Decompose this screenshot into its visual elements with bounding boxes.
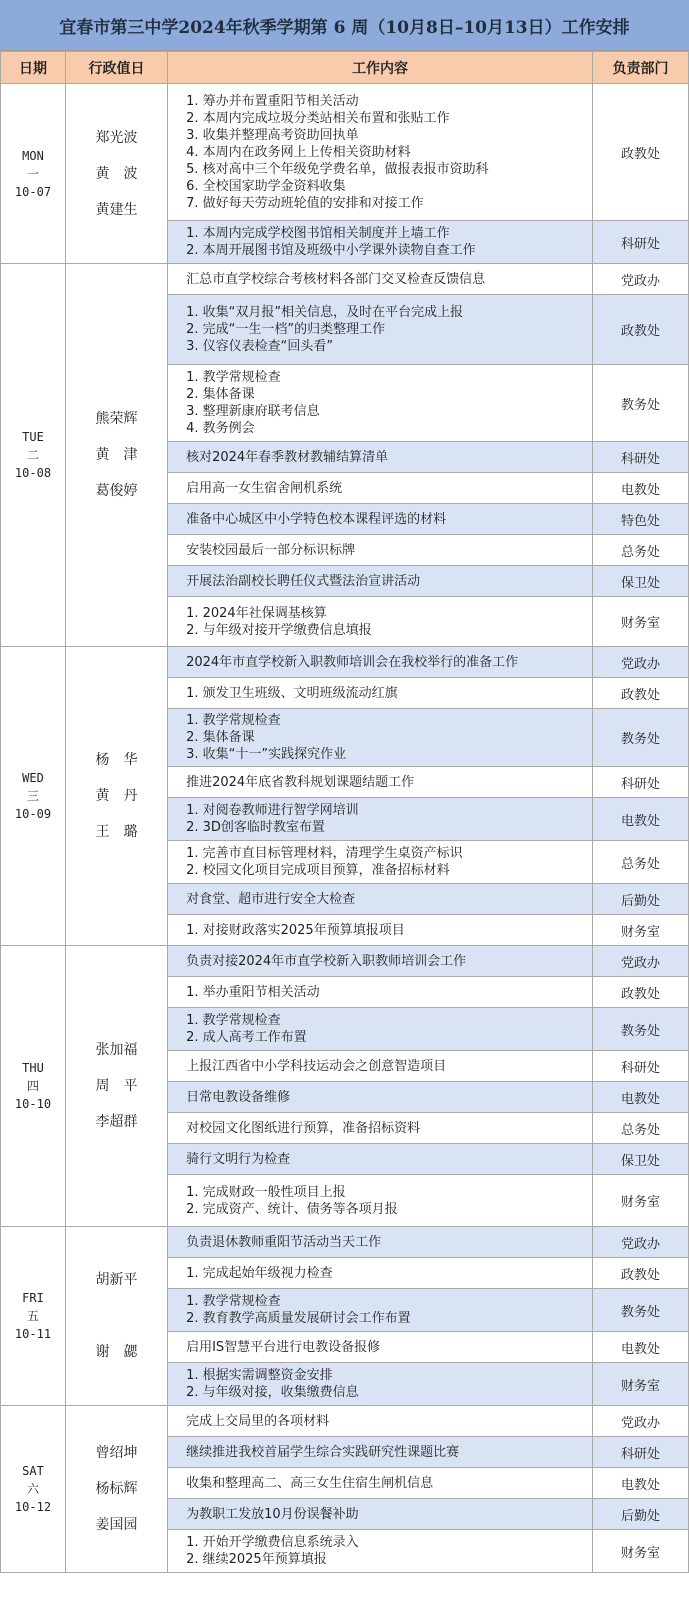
work-item: 1. 根据实需调整资金安排 <box>186 1368 333 1383</box>
work-item: 2. 集体备课 <box>186 730 255 745</box>
responsible-dept: 财务室 <box>593 1530 689 1573</box>
day-en: MON <box>22 148 44 163</box>
responsible-dept: 党政办 <box>593 647 689 678</box>
responsible-dept: 总务处 <box>593 535 689 566</box>
work-item: 1. 教学常规检查 <box>186 1294 281 1309</box>
table-row <box>1 84 689 221</box>
work-item: 负责退休教师重阳节活动当天工作 <box>186 1234 382 1250</box>
work-item: 2. 与年级对接开学缴费信息填报 <box>186 622 372 638</box>
responsible-dept: 电教处 <box>593 798 689 841</box>
work-item: 准备中心城区中小学特色校本课程评选的材料 <box>186 511 447 527</box>
work-item: 2. 3D创客临时教室布置 <box>186 820 325 835</box>
duty-staff-cell <box>65 264 167 647</box>
work-content-cell <box>168 1175 593 1227</box>
header-dept: 负责部门 <box>593 52 689 84</box>
work-item: 启用IS智慧平台进行电教设备报修 <box>186 1339 381 1355</box>
table-row <box>1 647 689 678</box>
responsible-dept: 电教处 <box>593 473 689 504</box>
work-content-cell <box>168 1008 593 1051</box>
duty-staff-name: 郑光波 <box>95 129 138 146</box>
day-date: 10-07 <box>14 184 52 199</box>
work-item: 推进2024年底省教科规划课题结题工作 <box>186 774 415 790</box>
work-content-cell <box>168 597 593 647</box>
work-item: 2. 校园文化项目完成项目预算，准备招标材料 <box>186 863 450 878</box>
duty-staff-name: 杨 华 <box>95 752 138 768</box>
work-item: 2. 教育教学高质量发展研讨会工作布置 <box>186 1311 411 1326</box>
work-item: 2. 与年级对接，收集缴费信息 <box>186 1385 359 1400</box>
day-en: SAT <box>22 1464 44 1478</box>
work-item: 3. 仪容仪表检查“回头看” <box>186 339 334 354</box>
work-content-cell <box>168 1258 593 1289</box>
schedule-table <box>0 51 689 1573</box>
work-content-cell <box>168 647 593 678</box>
day-cn: 二 <box>26 448 39 462</box>
work-item: 开展法治副校长聘任仪式暨法治宣讲活动 <box>186 573 421 589</box>
work-item: 收集和整理高二、高三女生住宿生闸机信息 <box>186 1475 434 1491</box>
work-content-cell <box>168 841 593 884</box>
day-en: THU <box>22 1061 44 1075</box>
work-item: 7. 做好每天劳动班轮值的安排和对接工作 <box>186 195 424 211</box>
day-date: 10-08 <box>14 466 52 480</box>
responsible-dept: 后勤处 <box>593 1499 689 1530</box>
work-item: 6. 全校国家助学金资料收集 <box>186 178 346 194</box>
work-content-cell <box>168 504 593 535</box>
work-item: 2. 本周内完成垃圾分类站相关布置和张贴工作 <box>186 110 450 126</box>
work-content-cell <box>168 1530 593 1573</box>
work-item: 4. 本周内在政务网上上传相关资助材料 <box>186 144 411 160</box>
responsible-dept: 保卫处 <box>593 566 689 597</box>
work-item: 2. 成人高考工作布置 <box>186 1030 307 1045</box>
day-cell <box>1 1227 66 1406</box>
work-item: 1. 教学常规检查 <box>186 370 281 385</box>
day-cell <box>1 1406 66 1573</box>
duty-staff-cell <box>65 946 167 1227</box>
responsible-dept: 科研处 <box>593 767 689 798</box>
responsible-dept: 后勤处 <box>593 884 689 915</box>
header-staff: 行政值日 <box>65 52 167 84</box>
day-cn: 五 <box>26 1309 39 1323</box>
responsible-dept: 电教处 <box>593 1468 689 1499</box>
day-cell <box>1 647 66 946</box>
work-content-cell <box>168 1332 593 1363</box>
table-row <box>1 264 689 295</box>
work-item: 上报江西省中小学科技运动会之创意智造项目 <box>186 1058 447 1074</box>
responsible-dept: 财务室 <box>593 915 689 946</box>
responsible-dept: 政教处 <box>593 84 689 221</box>
responsible-dept: 政教处 <box>593 295 689 365</box>
responsible-dept: 党政办 <box>593 264 689 295</box>
work-content-cell <box>168 1227 593 1258</box>
responsible-dept: 科研处 <box>593 1437 689 1468</box>
responsible-dept: 党政办 <box>593 1406 689 1437</box>
day-date: 10-11 <box>14 1327 52 1341</box>
work-item: 1. 教学常规检查 <box>186 1013 281 1028</box>
work-item: 4. 教务例会 <box>186 421 255 436</box>
work-item: 1. 对接财政落实2025年预算填报项目 <box>186 922 405 938</box>
work-content-cell <box>168 1437 593 1468</box>
responsible-dept: 教务处 <box>593 1289 689 1332</box>
duty-staff-cell <box>65 647 167 946</box>
work-content-cell <box>168 473 593 504</box>
table-row <box>1 946 689 977</box>
work-item: 1. 收集“双月报”相关信息，及时在平台完成上报 <box>186 305 464 320</box>
work-content-cell <box>168 767 593 798</box>
responsible-dept: 总务处 <box>593 841 689 884</box>
work-item: 2. 本周开展图书馆及班级中小学课外读物自查工作 <box>186 243 476 258</box>
day-date: 10-10 <box>14 1097 52 1111</box>
table-row <box>1 1406 689 1437</box>
work-content-cell <box>168 566 593 597</box>
work-item: 日常电教设备维修 <box>186 1089 291 1105</box>
work-content-cell <box>168 1406 593 1437</box>
work-content-cell <box>168 915 593 946</box>
duty-staff-name: 谢 勰 <box>95 1344 138 1360</box>
header-row <box>1 52 689 84</box>
work-content-cell <box>168 1468 593 1499</box>
work-item: 核对2024年春季教材教辅结算清单 <box>186 449 389 465</box>
responsible-dept: 教务处 <box>593 1008 689 1051</box>
work-item: 5. 核对高中三个年级免学费名单，做报表报市资助科 <box>186 161 489 177</box>
work-item: 2. 完成资产、统计、债务等各项月报 <box>186 1201 398 1217</box>
work-content-cell <box>168 884 593 915</box>
duty-staff-name: 李超群 <box>95 1114 138 1130</box>
work-item: 2024年市直学校新入职教师培训会在我校举行的准备工作 <box>186 654 519 670</box>
responsible-dept: 财务室 <box>593 1175 689 1227</box>
responsible-dept: 保卫处 <box>593 1144 689 1175</box>
duty-staff-name: 张加福 <box>95 1042 138 1058</box>
work-content-cell <box>168 709 593 767</box>
day-cell <box>1 264 66 647</box>
work-content-cell <box>168 295 593 365</box>
duty-staff-name: 杨标辉 <box>95 1481 138 1497</box>
schedule-body <box>1 84 689 1573</box>
duty-staff-name: 黄 丹 <box>95 788 138 804</box>
work-item: 安装校园最后一部分标识标牌 <box>186 542 356 558</box>
responsible-dept: 电教处 <box>593 1332 689 1363</box>
duty-staff-cell <box>65 1406 167 1573</box>
responsible-dept: 电教处 <box>593 1082 689 1113</box>
day-en: WED <box>22 771 44 785</box>
work-content-cell <box>168 1113 593 1144</box>
duty-staff-name: 黄建生 <box>95 201 138 218</box>
work-item: 对食堂、超市进行安全大检查 <box>186 891 356 907</box>
day-cn: 六 <box>26 1482 39 1496</box>
day-cn: 一 <box>26 166 39 181</box>
work-item: 1. 筹办并布置重阳节相关活动 <box>186 93 359 109</box>
work-content-cell <box>168 1051 593 1082</box>
header-content: 工作内容 <box>168 52 593 84</box>
responsible-dept: 党政办 <box>593 946 689 977</box>
work-item: 3. 整理新康府联考信息 <box>186 404 320 419</box>
work-item: 1. 本周内完成学校图书馆相关制度并上墙工作 <box>186 226 450 241</box>
work-content-cell <box>168 1289 593 1332</box>
work-item: 3. 收集“十一”实践探究作业 <box>186 747 347 762</box>
work-content-cell <box>168 221 593 264</box>
work-content-cell <box>168 264 593 295</box>
duty-staff-cell <box>65 84 167 264</box>
work-item: 负责对接2024年市直学校新入职教师培训会工作 <box>186 953 467 969</box>
responsible-dept: 财务室 <box>593 1363 689 1406</box>
work-item: 1. 颁发卫生班级、文明班级流动红旗 <box>186 685 398 701</box>
work-item: 1. 举办重阳节相关活动 <box>186 984 320 1000</box>
day-cn: 四 <box>26 1079 39 1093</box>
day-cell <box>1 84 66 264</box>
work-item: 汇总市直学校综合考核材料各部门交叉检查反馈信息 <box>186 271 486 287</box>
responsible-dept: 政教处 <box>593 1258 689 1289</box>
work-item: 2. 继续2025年预算填报 <box>186 1552 327 1567</box>
work-item: 1. 教学常规检查 <box>186 713 281 728</box>
work-item: 启用高一女生宿舍闸机系统 <box>186 480 343 496</box>
duty-staff-name: 黄 波 <box>95 165 138 182</box>
work-item: 对校园文化图纸进行预算，准备招标资料 <box>186 1120 421 1136</box>
work-content-cell <box>168 1363 593 1406</box>
day-en: FRI <box>22 1291 44 1305</box>
duty-staff-name <box>66 1298 167 1334</box>
work-content-cell <box>168 1082 593 1113</box>
work-item: 2. 完成“一生一档”的归类整理工作 <box>186 322 386 337</box>
work-content-cell <box>168 84 593 221</box>
duty-staff-name: 熊荣辉 <box>95 411 138 427</box>
day-date: 10-09 <box>14 807 52 821</box>
work-content-cell <box>168 365 593 442</box>
work-content-cell <box>168 1144 593 1175</box>
responsible-dept: 党政办 <box>593 1227 689 1258</box>
responsible-dept: 总务处 <box>593 1113 689 1144</box>
work-content-cell <box>168 798 593 841</box>
work-item: 3. 收集并整理高考资助回执单 <box>186 127 359 143</box>
duty-staff-name: 王 璐 <box>95 824 138 840</box>
day-en: TUE <box>22 430 44 444</box>
responsible-dept: 特色处 <box>593 504 689 535</box>
day-cn: 三 <box>26 789 39 803</box>
page-title: 宜春市第三中学2024年秋季学期第 6 周（10月8日–10月13日）工作安排 <box>0 0 689 51</box>
work-content-cell <box>168 1499 593 1530</box>
responsible-dept: 科研处 <box>593 221 689 264</box>
work-content-cell <box>168 442 593 473</box>
work-item: 1. 完成起始年级视力检查 <box>186 1265 333 1281</box>
day-date: 10-12 <box>14 1500 52 1514</box>
work-item: 1. 完善市直目标管理材料，清理学生桌资产标识 <box>186 846 463 861</box>
duty-staff-name: 胡新平 <box>95 1272 138 1288</box>
work-content-cell <box>168 977 593 1008</box>
responsible-dept: 教务处 <box>593 365 689 442</box>
duty-staff-name: 姜国园 <box>95 1517 138 1533</box>
responsible-dept: 教务处 <box>593 709 689 767</box>
work-item: 继续推进我校首届学生综合实践研究性课题比赛 <box>186 1444 460 1460</box>
duty-staff-cell <box>65 1227 167 1406</box>
day-cell <box>1 946 66 1227</box>
table-row <box>1 1227 689 1258</box>
work-item: 为教职工发放10月份误餐补助 <box>186 1506 359 1522</box>
duty-staff-name: 黄 津 <box>95 447 138 463</box>
responsible-dept: 科研处 <box>593 1051 689 1082</box>
work-item: 骑行文明行为检查 <box>186 1151 291 1167</box>
work-item: 2. 集体备课 <box>186 387 255 402</box>
duty-staff-name: 葛俊婷 <box>95 483 138 499</box>
work-item: 1. 完成财政一般性项目上报 <box>186 1184 346 1200</box>
responsible-dept: 科研处 <box>593 442 689 473</box>
responsible-dept: 财务室 <box>593 597 689 647</box>
responsible-dept: 政教处 <box>593 678 689 709</box>
work-content-cell <box>168 678 593 709</box>
work-item: 完成上交局里的各项材料 <box>186 1413 330 1429</box>
work-item: 1. 对阅卷教师进行智学网培训 <box>186 803 359 818</box>
duty-staff-name: 曾绍坤 <box>95 1445 138 1461</box>
duty-staff-name: 周 平 <box>95 1078 138 1094</box>
header-date: 日期 <box>1 52 66 84</box>
work-item: 1. 开始开学缴费信息系统录入 <box>186 1535 359 1550</box>
work-content-cell <box>168 946 593 977</box>
responsible-dept: 政教处 <box>593 977 689 1008</box>
work-content-cell <box>168 535 593 566</box>
work-item: 1. 2024年社保调基核算 <box>186 605 327 621</box>
